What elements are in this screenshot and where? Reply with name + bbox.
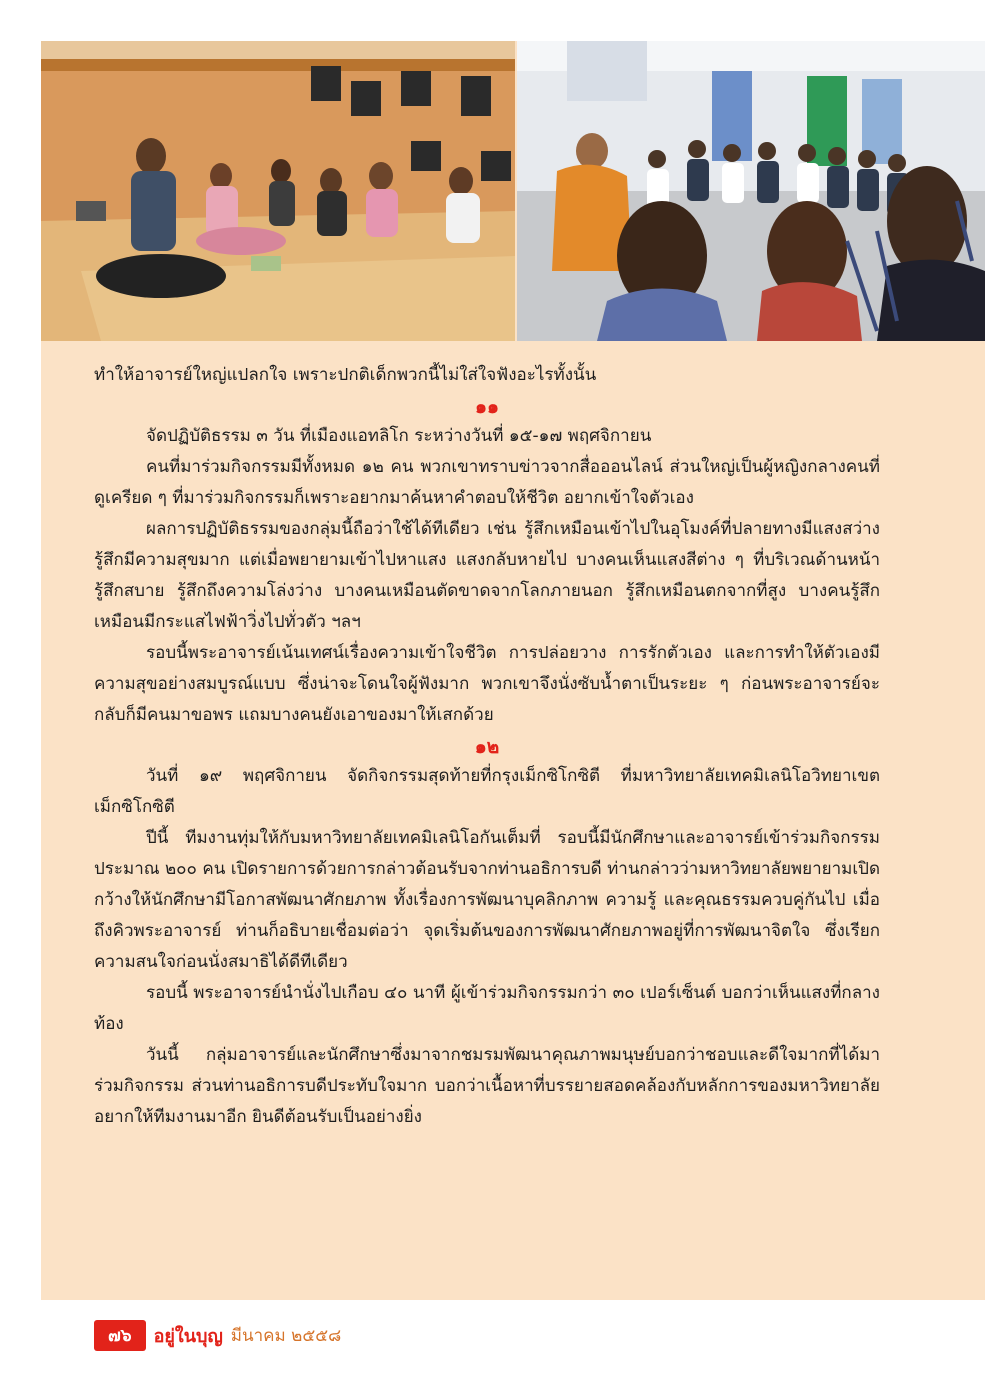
paragraph: ทำให้อาจารย์ใหญ่แปลกใจ เพราะปกติเด็กพวกนี้ไม่ใส่ใจฟังอะไรทั้งนั้น bbox=[94, 365, 597, 385]
issue-date: มีนาคม ๒๕๕๘ bbox=[230, 1325, 342, 1346]
paragraph: คนที่มาร่วมกิจกรรมมีทั้งหมด ๑๒ คน พวกเขาทราบข่าวจากสื่อออนไลน์ ส่วนใหญ่เป็นผู้หญิงกลางคนที่ดูเครียด ๆ ที่มาร่วมกิจกรรมก็เพราะอยากมาค้นหาคำตอบให้ชีวิต อยากเข้าใจตัวเอง bbox=[94, 457, 880, 508]
section-number-12: ๑๒ bbox=[474, 736, 500, 758]
monk-teaching-students-photo bbox=[517, 41, 985, 341]
page-footer bbox=[94, 1320, 341, 1350]
paragraph: ปีนี้ ทีมงานทุ่มให้กับมหาวิทยาลัยเทคมิเลนิโอกันเต็มที่ รอบนี้มีนักศึกษาและอาจารย์เข้าร่วมกิจกรรมประมาณ ๒๐๐ คน เปิดรายการด้วยการกล่าวต้อนรับจากท่านอธิการบดี ท่านกล่าวว่ามหาวิทยาลัยพยายามเปิดกว้างให้นักศึกษามีโอกาสพัฒนาศักยภาพ ทั้งเรื่องการพัฒนาบุคลิกภาพ ความรู้ และคุณธรรมควบคู่กันไป เมื่อถึงคิวพระอาจารย์ ท่านก็อธิบายเชื่อมต่อว่า จุดเริ่มต้นของการพัฒนาศักยภาพอยู่ที่การพัฒนาจิตใจ ซึ่งเรียกความสนใจก่อนนั่งสมาธิได้ดีทีเดียว bbox=[94, 828, 880, 972]
paragraph: ผลการปฏิบัติธรรมของกลุ่มนี้ถือว่าใช้ได้ทีเดียว เช่น รู้สึกเหมือนเข้าไปในอุโมงค์ที่ปลายทางมีแสงสว่าง รู้สึกมีความสุขมาก แต่เมื่อพยายามเข้าไปหาแสง แสงกลับหายไป บางคนเห็นแสงสีต่าง ๆ ที่บริเวณด้านหน้า รู้สึกสบาย รู้สึกถึงความโล่งว่าง บางคนเหมือนตัดขาดจากโลกภายนอก รู้สึกเหมือนตกจากที่สูง บางคนรู้สึกเหมือนมีกระแสไฟฟ้าวิ่งไปทั่วตัว ฯลฯ bbox=[94, 519, 880, 632]
magazine-title: อยู่ในบุญ bbox=[153, 1325, 223, 1347]
article-body bbox=[94, 360, 880, 1133]
page-number: ๗๖ bbox=[94, 1320, 146, 1351]
section-number-11: ๑๑ bbox=[474, 396, 500, 418]
paragraph: รอบนี้พระอาจารย์เน้นเทศน์เรื่องความเข้าใจชีวิต การปล่อยวาง การรักตัวเอง และการทำให้ตัวเองมีความสุขอย่างสมบูรณ์แบบ ซึ่งน่าจะโดนใจผู้ฟังมาก พวกเขาจึงนั่งซับน้ำตาเป็นระยะ ๆ ก่อนพระอาจารย์จะกลับก็มีคนมาขอพร แถมบางคนยังเอาของมาให้เสกด้วย bbox=[94, 643, 880, 725]
paragraph: รอบนี้ พระอาจารย์นำนั่งไปเกือบ ๔๐ นาที ผู้เข้าร่วมกิจกรรมกว่า ๓๐ เปอร์เซ็นต์ บอกว่าเห็นแสงที่กลางท้อง bbox=[94, 983, 880, 1034]
meditation-class-photo bbox=[41, 41, 515, 341]
paragraph: วันนี้ กลุ่มอาจารย์และนักศึกษาซึ่งมาจากชมรมพัฒนาคุณภาพมนุษย์บอกว่าชอบและดีใจมากที่ได้มาร่วมกิจกรรม ส่วนท่านอธิการบดีประทับใจมาก บอกว่าเนื้อหาที่บรรยายสอดคล้องกับหลักการของมหาวิทยาลัย อยากให้ทีมงานมาอีก ยินดีต้อนรับเป็นอย่างยิ่ง bbox=[94, 1045, 880, 1127]
paragraph: วันที่ ๑๙ พฤศจิกายน จัดกิจกรรมสุดท้ายที่กรุงเม็กซิโกซิตี ที่มหาวิทยาลัยเทคมิเลนิโอวิทยาเขตเม็กซิโกซิตี bbox=[94, 766, 880, 817]
paragraph: จัดปฏิบัติธรรม ๓ วัน ที่เมืองแอทลิโก ระหว่างวันที่ ๑๕-๑๗ พฤศจิกายน bbox=[146, 426, 652, 446]
